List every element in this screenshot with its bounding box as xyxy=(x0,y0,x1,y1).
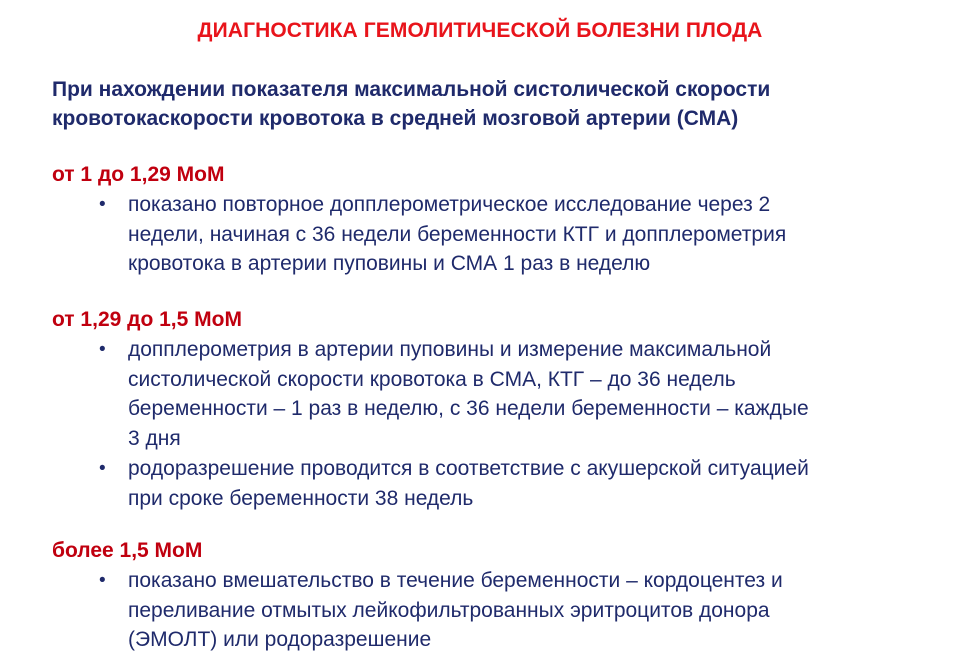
bullet-line: при сроке беременности 38 недель xyxy=(128,486,474,510)
bullet-line: показано вмешательство в течение беременности – кордоцентез и xyxy=(128,569,783,592)
bullet-line: беременности – 1 раз в неделю, с 36 недели беременности – каждые xyxy=(128,397,809,420)
slide-title: ДИАГНОСТИКА ГЕМОЛИТИЧЕСКОЙ БОЛЕЗНИ ПЛОДА xyxy=(197,19,763,42)
bullet-icon: • xyxy=(99,570,106,591)
bullet-line: (ЭМОЛТ) или родоразрешение xyxy=(128,628,432,651)
bullet-icon: • xyxy=(99,458,106,479)
bullet-icon: • xyxy=(99,194,106,215)
bullet-icon: • xyxy=(99,339,106,360)
intro-line: кровотокаскорости кровотока в средней мозговой артерии (СМА) xyxy=(52,107,739,130)
bullet-line: допплерометрия в артерии пуповины и измерение максимальной xyxy=(128,338,772,361)
section-1-to-1-29-mom xyxy=(52,160,932,279)
bullet-item xyxy=(52,190,932,279)
section-heading: более 1,5 МоМ xyxy=(52,539,203,562)
section-more-than-1-5-mom xyxy=(52,536,932,655)
bullet-line: 3 дня xyxy=(128,426,181,450)
intro-line: При нахождении показателя максимальной систолической скорости xyxy=(52,78,771,101)
bullet-item xyxy=(52,335,932,453)
bullet-line: недели, начиная с 36 недели беременности КТГ и допплерометрия xyxy=(128,222,787,246)
bullet-line: родоразрешение проводится в соответствие с акушерской ситуацией xyxy=(128,457,809,480)
section-heading: от 1 до 1,29 МоМ xyxy=(52,163,225,186)
bullet-item xyxy=(52,566,932,655)
section-1-29-to-1-5-mom xyxy=(52,305,932,513)
bullet-item xyxy=(52,454,932,513)
bullet-line: переливание отмытых лейкофильтрованных эритроцитов донора xyxy=(128,598,770,622)
bullet-line: показано повторное допплерометрическое исследование через 2 xyxy=(128,193,771,216)
bullet-line: систолической скорости кровотока в СМА, КТГ – до 36 недель xyxy=(128,367,736,391)
section-heading: от 1,29 до 1,5 МоМ xyxy=(52,308,242,331)
bullet-line: кровотока в артерии пуповины и СМА 1 раз в неделю xyxy=(128,252,651,275)
intro-text xyxy=(52,75,932,133)
